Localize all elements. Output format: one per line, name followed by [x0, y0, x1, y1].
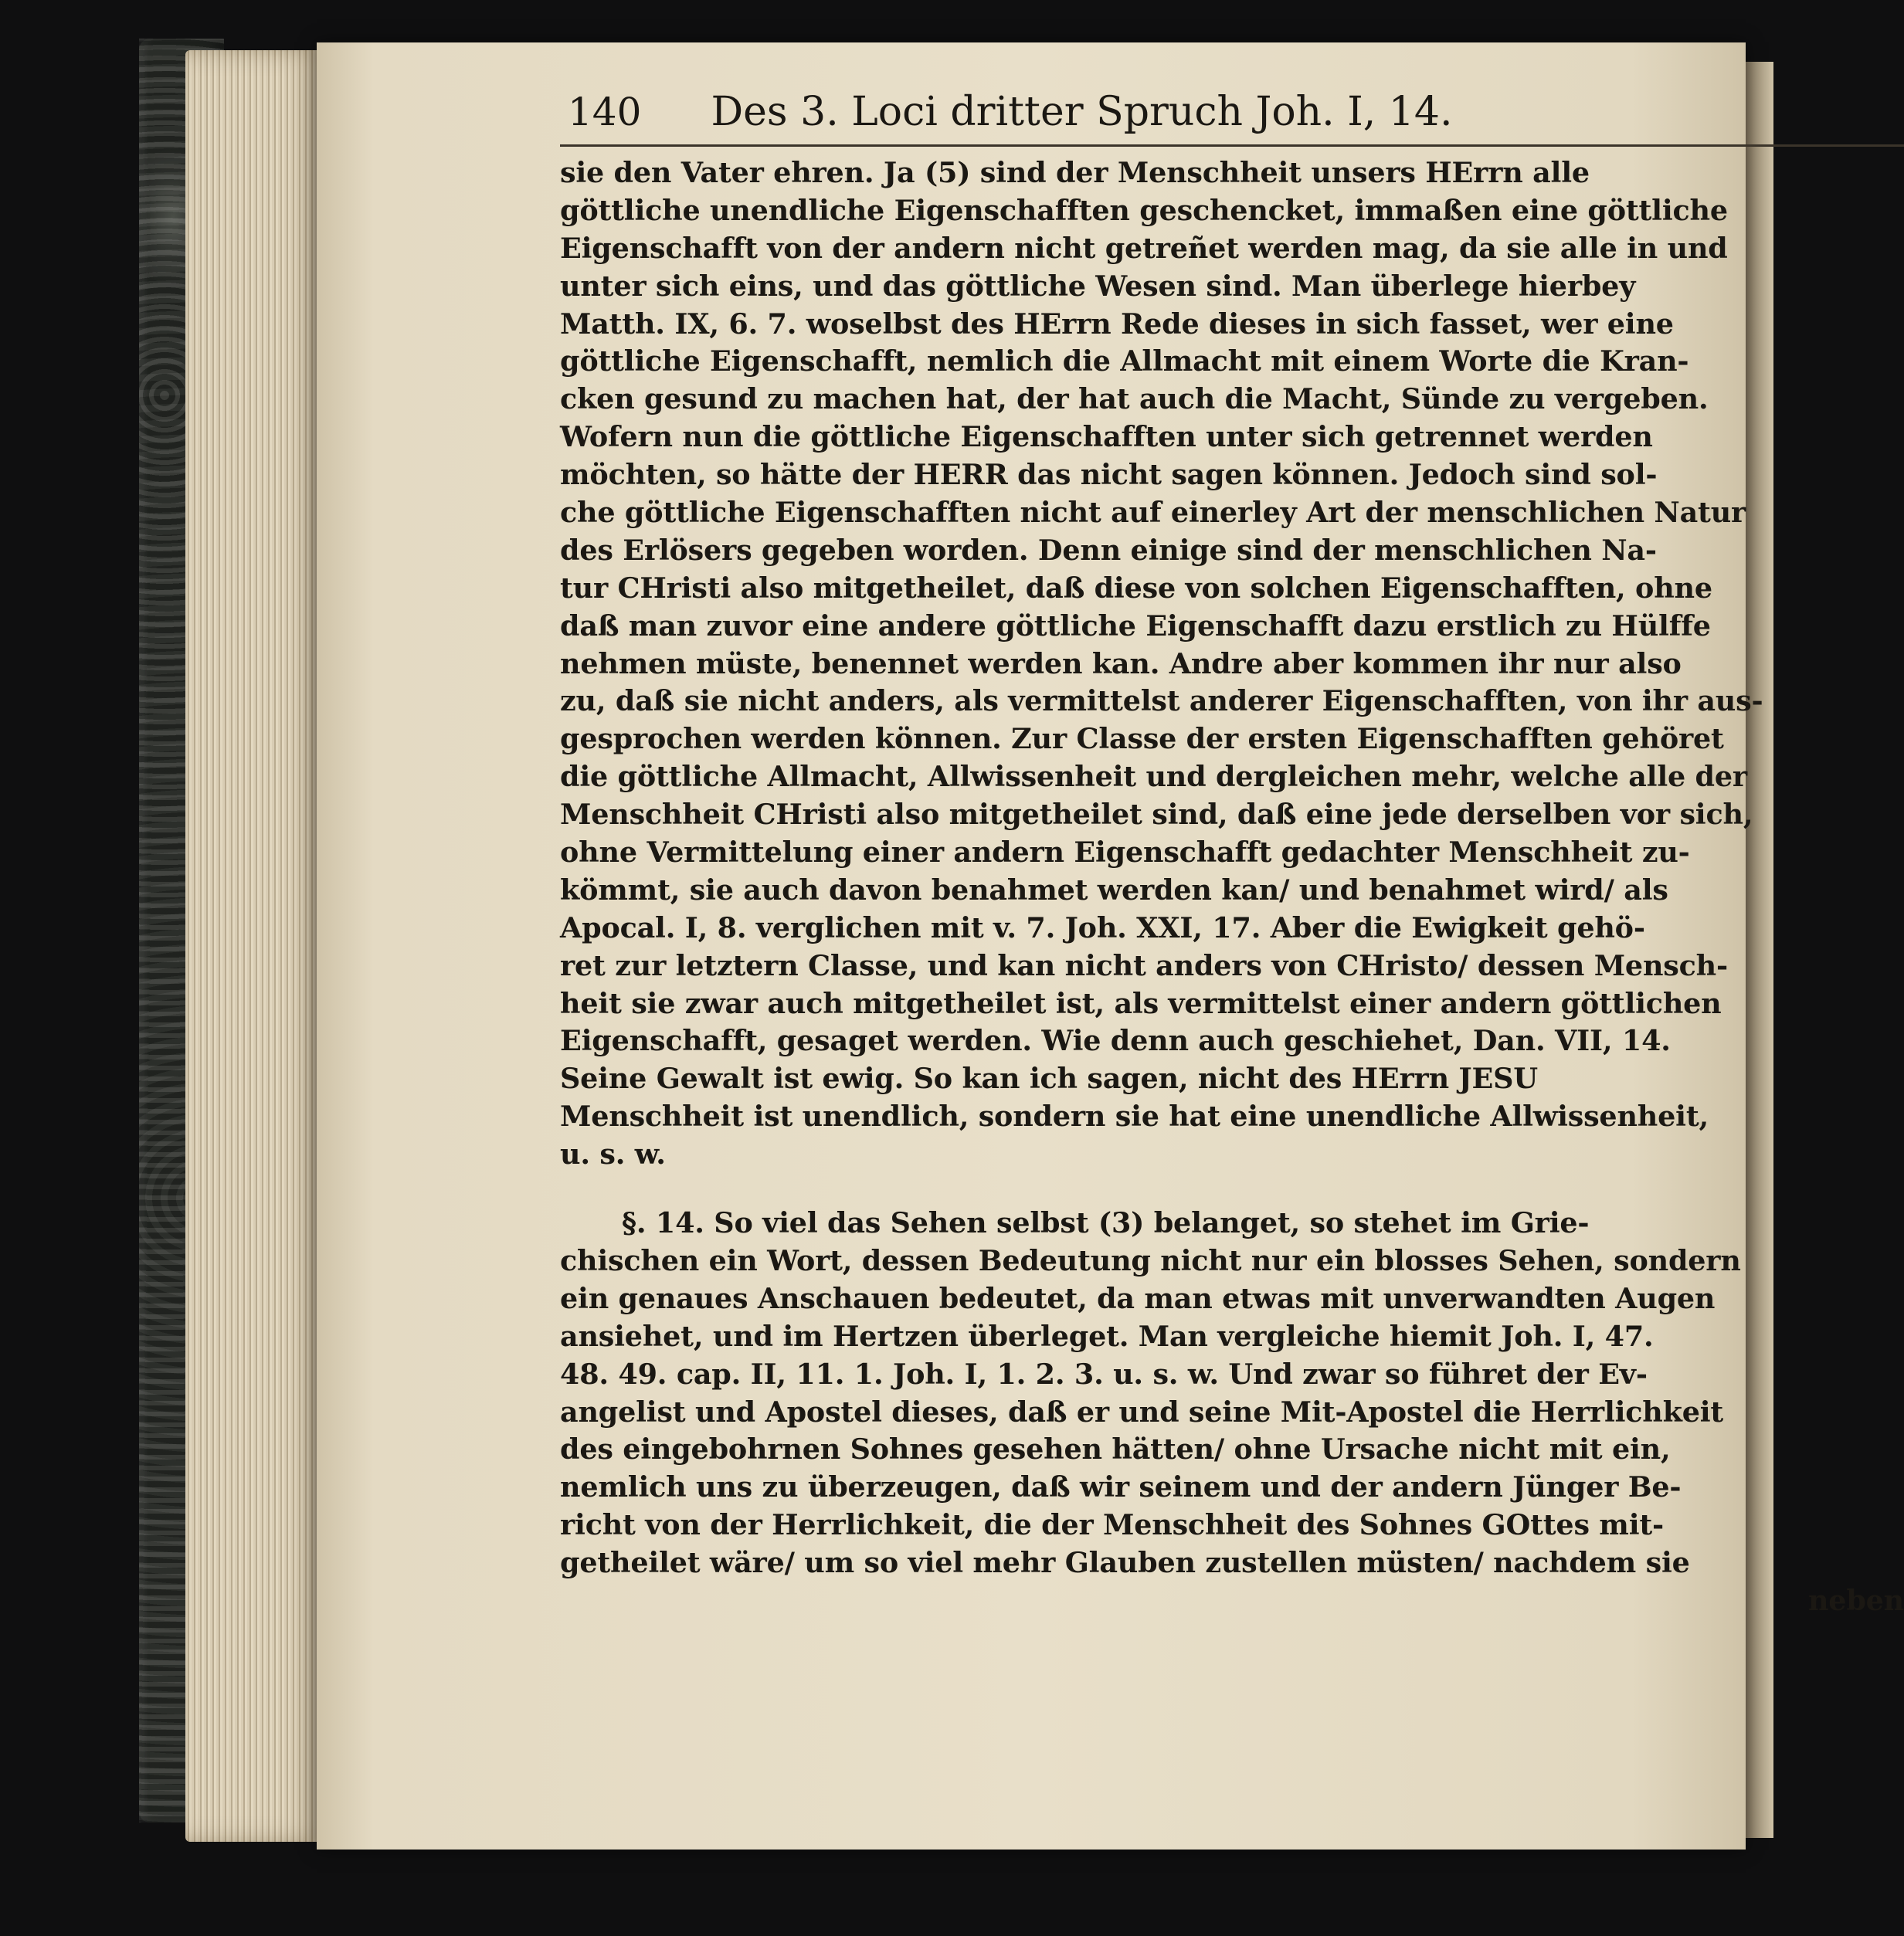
text-line: gesprochen werden können. Zur Classe der ersten Eigenschafften gehöret: [560, 722, 1724, 756]
text-line: zu, daß sie nicht anders, als vermittelst anderer Eigenschafften, von ihr aus-: [560, 684, 1763, 718]
text-line: des Erlösers gegeben worden. Denn einige sind der menschlichen Na-: [560, 533, 1657, 567]
catchword: neben: [1807, 1583, 1904, 1617]
paragraph-gap: [560, 1174, 1904, 1205]
text-line: göttliche Eigenschafft, nemlich die Allmacht mit einem Worte die Kran-: [560, 344, 1689, 378]
text-line: kömmt, sie auch davon benahmet werden kan/ und benahmet wird/ als: [560, 873, 1668, 907]
text-line: sie den Vater ehren. Ja (5) sind der Menschheit unsers HErrn alle: [560, 156, 1590, 189]
text-line: daß man zuvor eine andere göttliche Eigenschafft dazu erstlich zu Hülffe: [560, 609, 1711, 643]
running-title: Des 3. Loci dritter Spruch Joh. I, 14.: [711, 89, 1453, 135]
page-edges: [185, 50, 324, 1842]
text-line: Eigenschafft von der andern nicht getreñet werden mag, da sie alle in und: [560, 231, 1728, 265]
text-line: richt von der Herrlichkeit, die der Menschheit des Sohnes GOttes mit-: [560, 1508, 1665, 1542]
header-rule: [560, 144, 1904, 147]
text-line: nehmen müste, benennet werden kan. Andre aber kommen ihr nur also: [560, 646, 1682, 680]
text-line: nemlich uns zu überzeugen, daß wir seinem und der andern Jünger Be-: [560, 1470, 1682, 1504]
text-line: chischen ein Wort, dessen Bedeutung nicht nur ein blosses Sehen, sondern: [560, 1243, 1741, 1277]
text-line: Menschheit ist unendlich, sondern sie hat eine unendliche Allwissenheit,: [560, 1100, 1709, 1134]
book-page: [317, 42, 1904, 1850]
text-line: tur CHristi also mitgetheilet, daß diese von solchen Eigenschafften, ohne: [560, 571, 1712, 605]
text-line: ein genaues Anschauen bedeutet, da man etwas mit unverwandten Augen: [560, 1281, 1716, 1315]
text-line: che göttliche Eigenschafften nicht auf einerley Art der menschlichen Natur: [560, 496, 1746, 530]
text-line: möchten, so hätte der HERR das nicht sagen können. Jedoch sind sol-: [560, 458, 1658, 492]
text-line: die göttliche Allmacht, Allwissenheit und dergleichen mehr, welche alle der: [560, 760, 1747, 794]
text-line: Eigenschafft, gesaget werden. Wie denn auch geschiehet, Dan. VII, 14.: [560, 1024, 1671, 1058]
text-line: u. s. w.: [560, 1138, 666, 1171]
text-line: des eingebohrnen Sohnes gesehen hätten/ ohne Ursache nicht mit ein,: [560, 1433, 1671, 1466]
text-line: getheilet wäre/ um so viel mehr Glauben zustellen müsten/ nachdem sie: [560, 1546, 1690, 1580]
text-line: ansiehet, und im Hertzen überleget. Man vergleiche hiemit Joh. I, 47.: [560, 1319, 1654, 1353]
text-line: angelist und Apostel dieses, daß er und seine Mit-Apostel die Herrlichkeit: [560, 1395, 1724, 1429]
text-line: Wofern nun die göttliche Eigenschafften unter sich getrennet werden: [560, 420, 1653, 454]
text-line: ohne Vermittelung einer andern Eigenschafft gedachter Menschheit zu-: [560, 836, 1690, 870]
page-number: 140: [568, 90, 642, 134]
text-block: [560, 89, 1904, 1620]
paragraph-start: §. 14. So viel das Sehen selbst (3) belanget, so stehet im Grie-: [622, 1206, 1590, 1240]
text-line: Matth. IX, 6. 7. woselbst des HErrn Rede dieses in sich fasset, wer eine: [560, 307, 1674, 341]
text-line: 48. 49. cap. II, 11. 1. Joh. I, 1. 2. 3. u. s. w. Und zwar so führet der Ev-: [560, 1357, 1648, 1391]
text-line: unter sich eins, und das göttliche Wesen sind. Man überlege hierbey: [560, 269, 1636, 303]
text-line: göttliche unendliche Eigenschafften geschencket, immaßen eine göttliche: [560, 193, 1728, 227]
text-line: cken gesund zu machen hat, der hat auch die Macht, Sünde zu vergeben.: [560, 382, 1709, 416]
text-line: ret zur letztern Classe, und kan nicht anders von CHristo/ dessen Mensch-: [560, 948, 1728, 982]
running-header: [560, 89, 1904, 140]
text-line: Apocal. I, 8. verglichen mit v. 7. Joh. XXI, 17. Aber die Ewigkeit gehö-: [560, 910, 1645, 944]
text-line: heit sie zwar auch mitgetheilet ist, als vermittelst einer andern göttlichen: [560, 986, 1722, 1020]
text-line: Seine Gewalt ist ewig. So kan ich sagen, nicht des HErrn JESU: [560, 1062, 1538, 1096]
text-line: Menschheit CHristi also mitgetheilet sind, daß eine jede derselben vor sich,: [560, 798, 1753, 832]
